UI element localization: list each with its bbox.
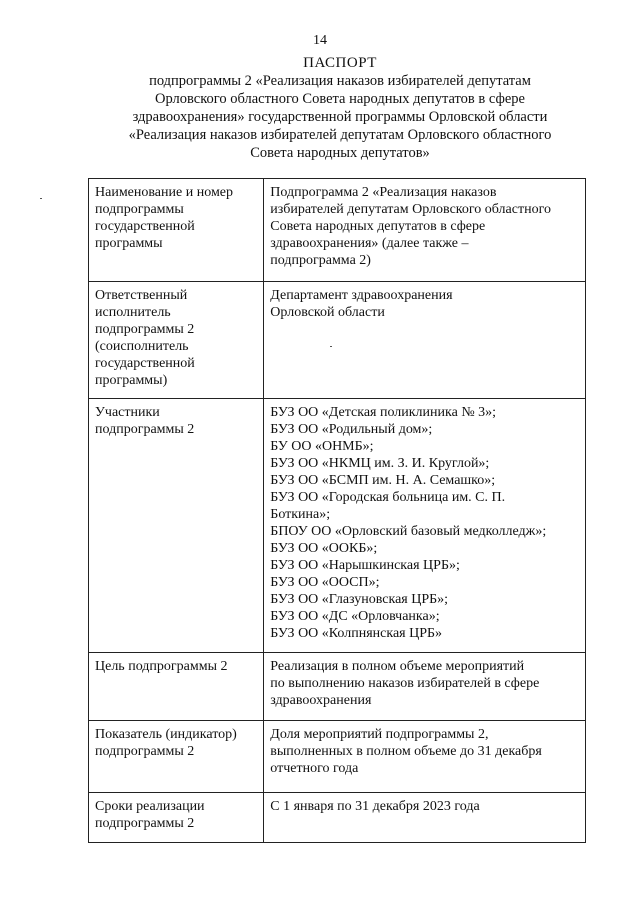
row-value-cell: [264, 721, 586, 793]
cell-line: по выполнению наказов избирателей в сфере: [270, 676, 540, 691]
cell-line: Департамент здравоохранения: [270, 288, 453, 303]
cell-line: Цель подпрограммы 2: [95, 659, 228, 674]
cell-line: БУЗ ОО «БСМП им. Н. А. Семашко»;: [270, 473, 496, 488]
document-subtitle: [80, 72, 600, 162]
cell-line: БУЗ ОО «ООСП»;: [270, 575, 380, 590]
cell-line: подпрограммы 2: [95, 816, 195, 831]
cell-line: БУЗ ОО «НКМЦ им. З. И. Круглой»;: [270, 456, 490, 471]
cell-line: Сроки реализации: [95, 799, 205, 814]
table-row: [89, 793, 586, 843]
cell-line: БПОУ ОО «Орловский базовый медколледж»;: [270, 524, 547, 539]
row-value-cell: [264, 399, 586, 653]
passport-table: [88, 178, 586, 843]
scan-artifact: [330, 346, 332, 347]
table-row: [89, 179, 586, 282]
row-value-cell: [264, 179, 586, 282]
row-label-cell: [89, 721, 264, 793]
table-row: [89, 282, 586, 399]
cell-line: БУЗ ОО «Колпнянская ЦРБ»: [270, 626, 443, 641]
table-row: [89, 653, 586, 721]
cell-line: здравоохранения» (далее также –: [270, 236, 469, 251]
cell-line: (соисполнитель: [95, 339, 189, 354]
cell-line: исполнитель: [95, 305, 171, 320]
page-number: 14: [313, 33, 327, 48]
cell-line: БУЗ ОО «Нарышкинская ЦРБ»;: [270, 558, 460, 573]
cell-line: подпрограмма 2): [270, 253, 371, 268]
subtitle-line: здравоохранения» государственной программы Орловской области: [132, 109, 548, 125]
subtitle-line: подпрограммы 2 «Реализация наказов избирателей депутатам: [149, 73, 531, 89]
row-label-cell: [89, 653, 264, 721]
cell-line: Боткина»;: [270, 507, 331, 522]
cell-line: выполненных в полном объеме до 31 декабря: [270, 744, 542, 759]
cell-line: программы): [95, 373, 168, 388]
row-label-cell: [89, 793, 264, 843]
cell-line: БУЗ ОО «Родильный дом»;: [270, 422, 433, 437]
row-label-cell: [89, 179, 264, 282]
subtitle-line: Совета народных депутатов»: [250, 145, 430, 161]
cell-line: БУЗ ОО «ООКБ»;: [270, 541, 378, 556]
row-label-cell: [89, 399, 264, 653]
cell-line: избирателей депутатам Орловского областного: [270, 202, 551, 217]
cell-line: БУЗ ОО «ДС «Орловчанка»;: [270, 609, 440, 624]
cell-line: государственной: [95, 356, 195, 371]
subtitle-line: Орловского областного Совета народных депутатов в сфере: [154, 91, 525, 107]
cell-line: подпрограммы 2: [95, 422, 195, 437]
cell-line: здравоохранения: [270, 693, 372, 708]
document-header: [80, 54, 600, 162]
row-value-cell: [264, 793, 586, 843]
cell-line: Наименование и номер: [95, 185, 234, 200]
cell-line: подпрограммы 2: [95, 744, 195, 759]
row-label-cell: [89, 282, 264, 399]
cell-line: Показатель (индикатор): [95, 727, 237, 742]
cell-line: отчетного года: [270, 761, 359, 776]
cell-line: Участники: [95, 405, 160, 420]
cell-line: Ответственный: [95, 288, 188, 303]
row-value-cell: [264, 653, 586, 721]
scan-artifact: [40, 198, 42, 199]
cell-line: подпрограммы 2: [95, 322, 195, 337]
cell-line: программы: [95, 236, 163, 251]
cell-line: БУЗ ОО «Глазуновская ЦРБ»;: [270, 592, 449, 607]
row-value-cell: [264, 282, 586, 399]
table-row: [89, 721, 586, 793]
cell-line: Доля мероприятий подпрограммы 2,: [270, 727, 489, 742]
document-title: ПАСПОРТ: [303, 55, 377, 71]
cell-line: БУЗ ОО «Детская поликлиника № 3»;: [270, 405, 497, 420]
cell-line: БУ ОО «ОНМБ»;: [270, 439, 374, 454]
cell-line: Совета народных депутатов в сфере: [270, 219, 486, 234]
cell-line: С 1 января по 31 декабря 2023 года: [270, 799, 480, 814]
cell-line: государственной: [95, 219, 195, 234]
cell-line: БУЗ ОО «Городская больница им. С. П.: [270, 490, 506, 505]
cell-line: подпрограммы: [95, 202, 184, 217]
table-row: [89, 399, 586, 653]
subtitle-line: «Реализация наказов избирателей депутатам Орловского областного: [128, 127, 552, 143]
cell-line: Орловской области: [270, 305, 385, 320]
cell-line: Реализация в полном объеме мероприятий: [270, 659, 525, 674]
cell-line: Подпрограмма 2 «Реализация наказов: [270, 185, 497, 200]
